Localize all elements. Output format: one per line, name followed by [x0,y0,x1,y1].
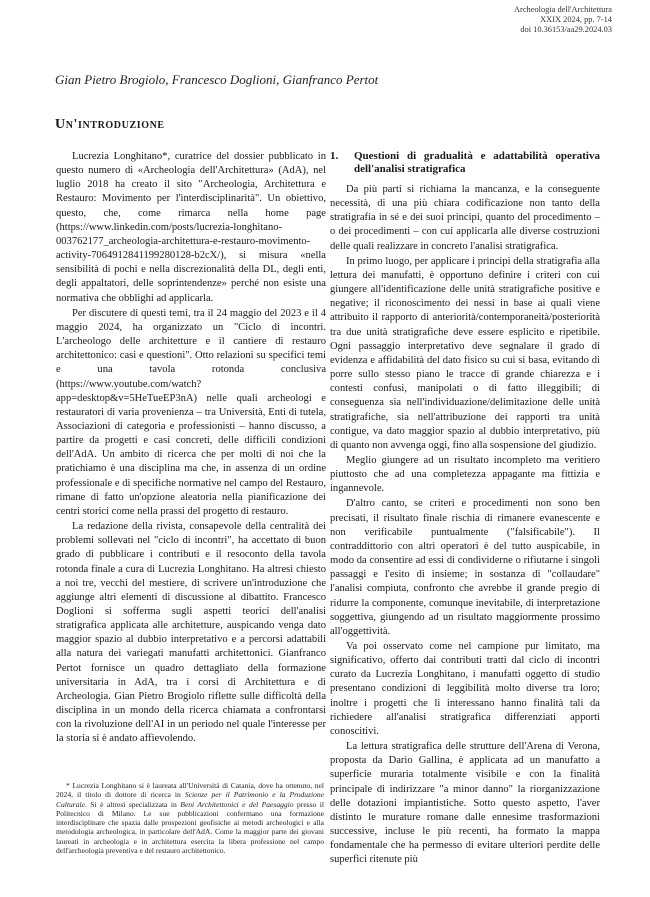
journal-issue: XXIX 2024, pp. 7-14 [540,15,612,25]
section-number: 1. [330,150,339,162]
footnote [56,781,324,855]
paragraph: Per discutere di questi temi, tra il 24 maggio del 2023 e il 4 maggio 2024, ha organizzato un "Ciclo di incontri. L'archeologo delle architetture e il cantiere di restauro architettonico: casi e questioni". Otto relazioni su specifici temi e una tavola rotonda conclusiva (https://www.youtube.com/watch?app=desktop&v=5HeTueEP3nA) nelle quali archeologi e restauratori di varia provenienza – tra Università, Enti di tutela, Associazioni di categoria e professionisti – hanno discusso, a partire da progetti e casi concreti, delle difficili condizioni dell'AdA. Un ambito di ricerca che per molti di noi che la pratichiamo è una disciplina ma che, in assenza di un ordine professionale e di specifiche normative nel campo del Restauro, rimane di fatto un'opzione aleatoria nella pianificazione dei centri storici come nella prassi del progetto di restauro. [56,307,326,517]
footnote-text: . Si è altresì specializzata in [84,799,181,809]
paragraph: Va poi osservato come nel campione pur limitato, ma significativo, offerto dai contributi tratti dal ciclo di incontri curato da Lucrezia Longhitano, i manufatti oggetto di studio presentano condizioni di leggibilità molto diverse tra loro; inoltre i progetti che li interessano hanno finalità tali da richiedere all'analisi stratigrafica differenziati apporti conoscitivi. [330,641,600,737]
article-title: Un'introduzione [55,117,165,132]
paragraph: Lucrezia Longhitano*, curatrice del dossier pubblicato in questo numero di «Archeologia dell'Architettura» (AdA), nel luglio 2018 ha creato il sito "Archeologia, Architettura e Restauro: Movimento per l'interdisciplinarità". Un obiettivo, questo, che, come rimarca nella home page (https://www.linkedin.com/posts/lucrezia-longhitano-003762177_archeologia-architettura-e-restauro-movimento-activity-7064912841199280128-b2cX/), si misura «nella sensibilità di pochi e nella discrezionalità della DL, degli enti, degli appaltatori, delle soprintendenze» perché non esiste una normativa che obblighi ad applicarla. [56,151,326,304]
journal-header [514,5,612,36]
section-heading [330,150,600,176]
paragraph: Meglio giungere ad un risultato incompleto ma veritiero piuttosto che ad una completezza appagante ma fittizia e ingannevole. [330,454,600,495]
journal-doi: doi 10.36153/aa29.2024.03 [520,25,612,35]
footnote-italic: Beni Architettonici e del Paesaggio [180,799,294,809]
footnote-italic: Scienze per il Patrimonio e la Produzione Culturale [56,790,324,809]
journal-name: Archeologia dell'Architettura [513,5,612,14]
paragraph: La lettura stratigrafica delle strutture dell'Arena di Verona, proposta da Dario Gallina, è applicata ad un manufatto a superficie muraria totalmente visibile e con la finalità principale di indirizzare "a minor danno" la riorganizzazione delle dotazioni impiantistiche. Sotto questo aspetto, l'aver distinto le murature romane dalle ennesime trasformazioni successive, incluse le più recenti, ha formato la mappa fondamentale che ha permesso di evitare ulteriori perdite delle superfici ritenute più [330,741,600,866]
paragraph: La redazione della rivista, consapevole della centralità dei problemi sollevati nel "ciclo di incontri", ha accettato di buon grado di pubblicare i contributi e il resoconto della tavola rotonda finale a cura di Lucrezia Longhitano. Ha altresì chiesto a noi tre, vecchi del mestiere, di scrivere un'introduzione che aggiunge altri elementi di discussione al dibattito. Francesco Doglioni si sofferma sugli aspetti teorici dell'analisi stratigrafica applicata alle architetture, auspicando venga dato maggior spazio al dubbio interpretativo e a percorsi adattabili alla natura dei variegati manufatti architettonici. Gianfranco Pertot fornisce un quadro dettagliato della formazione universitaria in AdA, tra i corsi di Architettura e di Archeologia. Gian Pietro Brogiolo riflette sulle difficoltà della disciplina in un mondo della ricerca chiamata a confrontarsi con la rivoluzione dell'AI in un periodo nel quale l'interesse per la storia si è andato affievolendo. [56,521,326,745]
section-title: Questioni di gradualità e adattabilità operativa dell'analisi stratigrafica [354,150,600,175]
footnote-text: presso il Politecnico di Milano. Le sue pubblicazioni confermano una formazione interdisciplinare che spazia dalle prospezioni geofisiche ai metodi archeologici e alla metodologia archeologica, in particolare dell'AdA. Come la maggior parte dei giovani laureati in archeologia e in architettura esercita la libera professione nel campo dell'archeologia preventiva e del restauro architettonico. [56,799,324,856]
paragraph: D'altro canto, se criteri e procedimenti non sono ben precisati, il risultato finale rischia di rimanere evanescente e non verificabile puntualmente ("falsificabile"). Il contraddittorio con altri operatori è del tutto auspicabile, in modo da consentire ad essi di condividerne o rifiutarne i singoli passaggi e l'esito di insieme; in sostanza di "collaudare" l'analisi compiuta, confronto che avrebbe il grande pregio di ridurre la componente, comunque inevitabile, di interpretazione soggettiva, giungendo ad un risultato maggiormente prossimo all'oggettività. [330,498,600,637]
authors: Gian Pietro Brogiolo, Francesco Doglioni, Gianfranco Pertot [55,72,379,87]
right-column [330,150,600,869]
paragraph: Da più parti si richiama la mancanza, e la conseguente necessità, di una più chiara codificazione non tanto della stratigrafia in sé e dei suoi principi, quanto del procedimento – o dei procedimenti – con cui applicarla alle diverse costruzioni delle quali realizzare in concreto l'analisi stratigrafica. [330,184,600,252]
footnote-text: * Lucrezia Longhitano si è laureata all'Università di Catania, dove ha ottenuto, nel 2024, il titolo di dottore di ricerca in [56,781,324,800]
paragraph: In primo luogo, per applicare i principi della stratigrafia alla lettura dei manufatti, è opportuno definire i criteri con cui giungere all'identificazione delle unità stratigrafiche positive e negative; il riconoscimento dei nessi in base ai quali viene attribuito il rapporto di anteriorità/contemporaneità/posteriorità tra due unità stratigrafiche deve essere esplicito e ripetibile. Ogni passaggio interpretativo deve segnalare il grado di evidenza e affidabilità del dato fisico su cui si basa, evitando di porre sullo stesso piano le tracce di grande chiarezza e i contesti confusi, manipolati o di fatto illeggibili; di conseguenza sia nell'individuazione/delimitazione delle unità stratigrafiche, sia nell'attribuzione dei rapporti tra unità contigue, va dato maggior spazio al dubbio interpretativo, più di quanto non avvenga oggi, fino alla sospensione del giudizio. [330,255,600,451]
left-column [56,150,326,748]
